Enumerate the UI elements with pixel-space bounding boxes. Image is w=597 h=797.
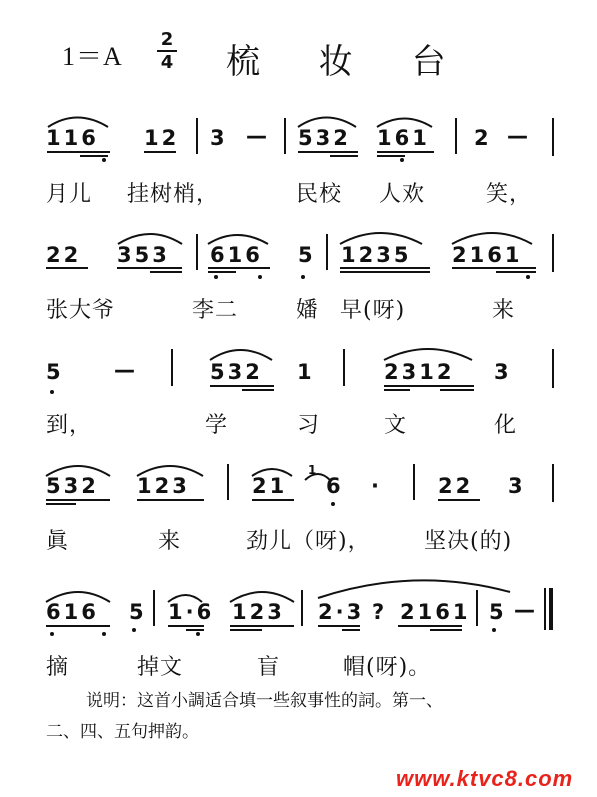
octave-dot — [132, 628, 136, 632]
note-group: 5 — [46, 360, 64, 384]
slur — [252, 469, 292, 476]
octave-dot — [331, 502, 335, 506]
time-signature-top: 2 — [160, 29, 174, 50]
slur — [137, 466, 203, 476]
lyric: 早(呀) — [340, 298, 406, 323]
octave-dot — [50, 390, 54, 394]
octave-dot — [196, 632, 200, 636]
augmentation-dot: · — [371, 474, 382, 498]
note-group: 1·6 — [168, 600, 215, 624]
note-group: 22 — [46, 243, 82, 267]
slur — [46, 466, 110, 476]
footnote-line-1: 说明：这首小調适合填一些叙事性的詞。第一、 — [86, 691, 443, 711]
lyric: 化 — [494, 413, 518, 438]
slur — [118, 234, 182, 244]
slur — [168, 595, 202, 602]
octave-dot — [492, 628, 496, 632]
note-group: 532 — [46, 474, 99, 498]
note-group: 1 — [297, 360, 315, 384]
lyric: 掉文 — [137, 655, 184, 680]
lyric: 民校 — [296, 182, 343, 207]
note-group: 5 — [129, 600, 147, 624]
grace-note: 1 — [308, 463, 317, 477]
octave-dot — [400, 158, 404, 162]
octave-dot — [301, 275, 305, 279]
note-group: 1235 — [341, 243, 412, 267]
note-group: 2312 — [384, 360, 455, 384]
slur — [208, 235, 268, 244]
lyric: 帽(呀)。 — [343, 655, 432, 680]
dash-extension: — — [114, 358, 138, 382]
lyric: 文 — [384, 413, 408, 438]
key-signature: 1＝A — [62, 42, 123, 71]
note-group: 12 — [144, 126, 180, 150]
slur — [46, 592, 110, 602]
note-group: 161 — [377, 126, 430, 150]
slur — [210, 350, 272, 360]
slur — [305, 474, 330, 480]
note-group: 21 — [252, 474, 288, 498]
note-group: 2 — [474, 126, 492, 150]
lyric: 来 — [492, 298, 516, 323]
note-group: 616 — [46, 600, 99, 624]
note-group: 5 — [298, 243, 316, 267]
lyric: 嬏 — [296, 298, 320, 323]
lyric: 月儿 — [46, 182, 93, 207]
note-group: 116 — [46, 126, 99, 150]
dash-extension: — — [514, 598, 538, 622]
slur — [318, 580, 510, 598]
slur — [340, 233, 422, 244]
note-group: 532 — [298, 126, 351, 150]
note-group: 3 — [508, 474, 526, 498]
lyric: 眞 — [46, 529, 70, 554]
lyric: 坚决(的) — [424, 529, 513, 554]
slur — [298, 118, 356, 128]
note-group: 616 — [210, 243, 263, 267]
octave-dot — [102, 158, 106, 162]
note-group: 3 — [494, 360, 512, 384]
lyric: 人欢 — [379, 182, 426, 207]
octave-dot — [102, 632, 106, 636]
octave-dot — [526, 275, 530, 279]
lyric: 笑， — [486, 182, 533, 207]
note-group: 2161 — [452, 243, 523, 267]
dash-extension: — — [246, 124, 270, 148]
slur — [384, 349, 472, 360]
lyric: 摘 — [46, 655, 70, 680]
time-signature-bottom: 4 — [160, 52, 174, 73]
lyric: 张大爷 — [46, 298, 116, 323]
octave-dot — [258, 275, 262, 279]
lyric: 李二 — [192, 298, 239, 323]
note-group: 353 — [117, 243, 170, 267]
note-group: 6 — [326, 474, 344, 498]
watermark-url: www.ktvc8.com — [396, 766, 574, 791]
lyric: 习 — [297, 413, 321, 438]
lyric: 到， — [46, 413, 93, 438]
slur — [48, 118, 108, 128]
octave-dot — [214, 275, 218, 279]
note-group: 532 — [210, 360, 263, 384]
lyric: 劲儿（呀)， — [246, 529, 371, 554]
slur — [452, 233, 532, 244]
note-group: 5 — [489, 600, 507, 624]
note-group: 2161 — [400, 600, 471, 624]
dash-extension: — — [507, 124, 531, 148]
slur — [377, 119, 432, 128]
note-group: 2·3 — [318, 600, 365, 624]
note-group: 3 — [210, 126, 228, 150]
note-group: 123 — [137, 474, 190, 498]
octave-dot — [50, 632, 54, 636]
song-title: 梳 妆 台 — [226, 42, 470, 82]
slur — [230, 592, 294, 602]
note-group: 22 — [438, 474, 474, 498]
note-group: ? — [372, 600, 388, 624]
lyric: 挂树梢， — [127, 182, 220, 207]
note-group: 123 — [232, 600, 285, 624]
lyric: 来 — [158, 529, 182, 554]
lyric: 盲 — [257, 655, 281, 680]
footnote-line-2: 二、四、五句押韵。 — [46, 722, 199, 742]
lyric: 学 — [205, 413, 229, 438]
